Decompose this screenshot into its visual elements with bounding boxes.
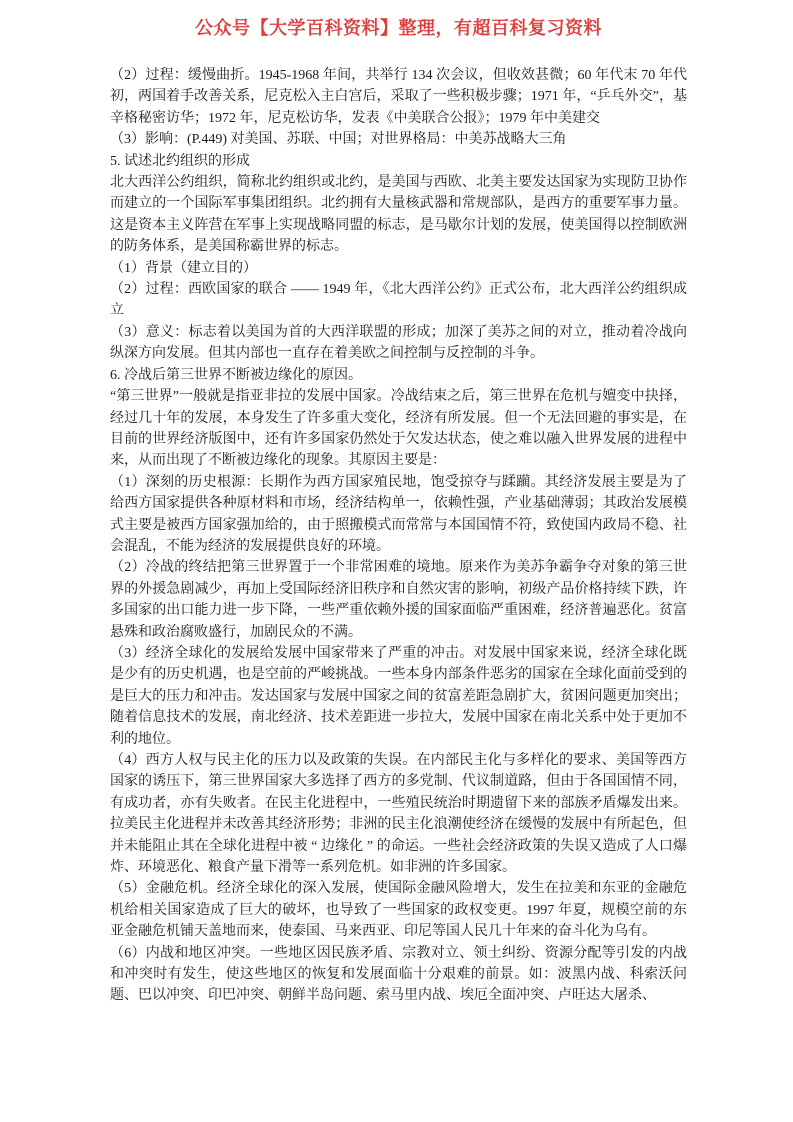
paragraph-reason-2-cold-war: （2）冷战的终结把第三世界置于一个非常困难的境地。原来作为美苏争霸争夺对象的第三世界的外援急剧减少，再加上受国际经济旧秩序和自然灾害的影响，初级产品价格持续下跌，许多国家的出口能力进一步下降，一些严重依赖外援的国家面临严重困难，经济普遍恶化。贫富悬殊和政治腐败盛行，加剧民众的不满。 xyxy=(110,560,687,640)
document-body xyxy=(110,65,687,1007)
paragraph-process-china-us: （2）过程：缓慢曲折。1945-1968 年间，共举行 134 次会议，但收效甚微；60 年代末 70 年代初，两国着手改善关系，尼克松入主白宫后，采取了一些积极步骤；1971 年，“乒乓外交”，基辛格秘密访华；1972 年，尼克松访华，发表《中美联合公报》；1979 年中美建交 xyxy=(110,68,687,126)
paragraph-reason-3-globalization: （3）经济全球化的发展给发展中国家带来了严重的冲击。对发展中国家来说，经济全球化既是少有的历史机遇，也是空前的严峻挑战。一些本身内部条件恶劣的国家在全球化面前受到的是巨大的压力和冲击。发达国家与发展中国家之间的贫富差距急剧扩大，贫困问题更加突出；随着信息技术的发展，南北经济、技术差距进一步拉大，发展中国家在南北关系中处于更加不利的地位。 xyxy=(110,645,687,747)
section-heading-third-world: 6. 冷战后第三世界不断被边缘化的原因。 xyxy=(110,367,362,383)
paragraph-nato-process: （2）过程：西欧国家的联合 —— 1949 年，《北大西洋公约》正式公布，北大西洋公约组织成立 xyxy=(110,282,687,319)
paragraph-impact-china-us: （3）影响：(P.449) 对美国、苏联、中国；对世界格局：中美苏战略大三角 xyxy=(110,132,567,148)
section-heading-nato: 5. 试述北约组织的形成 xyxy=(110,153,250,169)
paragraph-reason-1-history: （1）深刻的历史根源：长期作为西方国家殖民地，饱受掠夺与蹂躏。其经济发展主要是为了给西方国家提供各种原材料和市场，经济结构单一，依赖性强，产业基础薄弱；其政治发展模式主要是被西方国家强加给的，由于照搬模式而常常与本国国情不符，致使国内政局不稳、社会混乱，不能为经济的发展提供良好的环境。 xyxy=(110,474,687,554)
paragraph-nato-significance: （3）意义：标志着以美国为首的大西洋联盟的形成；加深了美苏之间的对立，推动着冷战向纵深方向发展。但其内部也一直存在着美欧之间控制与反控制的斗争。 xyxy=(110,324,687,362)
paragraph-nato-intro: 北大西洋公约组织，简称北约组织或北约，是美国与西欧、北美主要发达国家为实现防卫协作而建立的一个国际军事集团组织。北约拥有大量核武器和常规部队，是西方的重要军事力量。这是资本主义阵营在军事上实现战略同盟的标志，是马歇尔计划的发展，使美国得以控制欧洲的防务体系，是美国称霸世界的标志。 xyxy=(110,175,687,255)
page-header-notice: 公众号【大学百科资料】整理，有超百科复习资料 xyxy=(195,18,602,38)
paragraph-reason-6-civil-wars: （6）内战和地区冲突。一些地区因民族矛盾、宗教对立、领土纠纷、资源分配等引发的内战和冲突时有发生，使这些地区的恢复和发展面临十分艰难的前景。如：波黑内战、科索沃问题、巴以冲突、印巴冲突、朝鲜半岛问题、索马里内战、埃厄全面冲突、卢旺达大屠杀、 xyxy=(110,945,687,1004)
paragraph-nato-background: （1）背景（建立目的） xyxy=(110,260,257,276)
paragraph-reason-5-financial-crisis: （5）金融危机。经济全球化的深入发展，使国际金融风险增大，发生在拉美和东亚的金融危机给相关国家造成了巨大的破坏，也导致了一些国家的政权变更。1997 年夏，规模空前的东亚金融危机铺天盖地而来，使泰国、马来西亚、印尼等国人民几十年来的奋斗化为乌有。 xyxy=(110,881,687,940)
paragraph-reason-4-democratization: （4）西方人权与民主化的压力以及政策的失误。在内部民主化与多样化的要求、美国等西方国家的诱压下，第三世界国家大多选择了西方的多党制、代议制道路，但由于各国国情不同，有成功者，亦有失败者。在民主化进程中，一些殖民统治时期遗留下来的部族矛盾爆发出来。拉美民主化进程并未改善其经济形势；非洲的民主化浪潮使经济在缓慢的发展中有所起色，但并未能阻止其在全球化进程中被 “ 边缘化 ” 的命运。一些社会经济政策的失误又造成了人口爆炸、环境恶化、粮食产量下滑等一系列危机。如非洲的许多国家。 xyxy=(110,753,687,876)
paragraph-third-world-intro: “第三世界”一般就是指亚非拉的发展中国家。冷战结束之后，第三世界在危机与嬗变中抉择，经过几十年的发展，本身发生了许多重大变化，经济有所发展。但一个无法回避的事实是，在目前的世界经济版图中，还有许多国家仍然处于欠发达状态，使之难以融入世界发展的进程中来，从而出现了不断被边缘化的现象。其原因主要是： xyxy=(110,389,687,469)
